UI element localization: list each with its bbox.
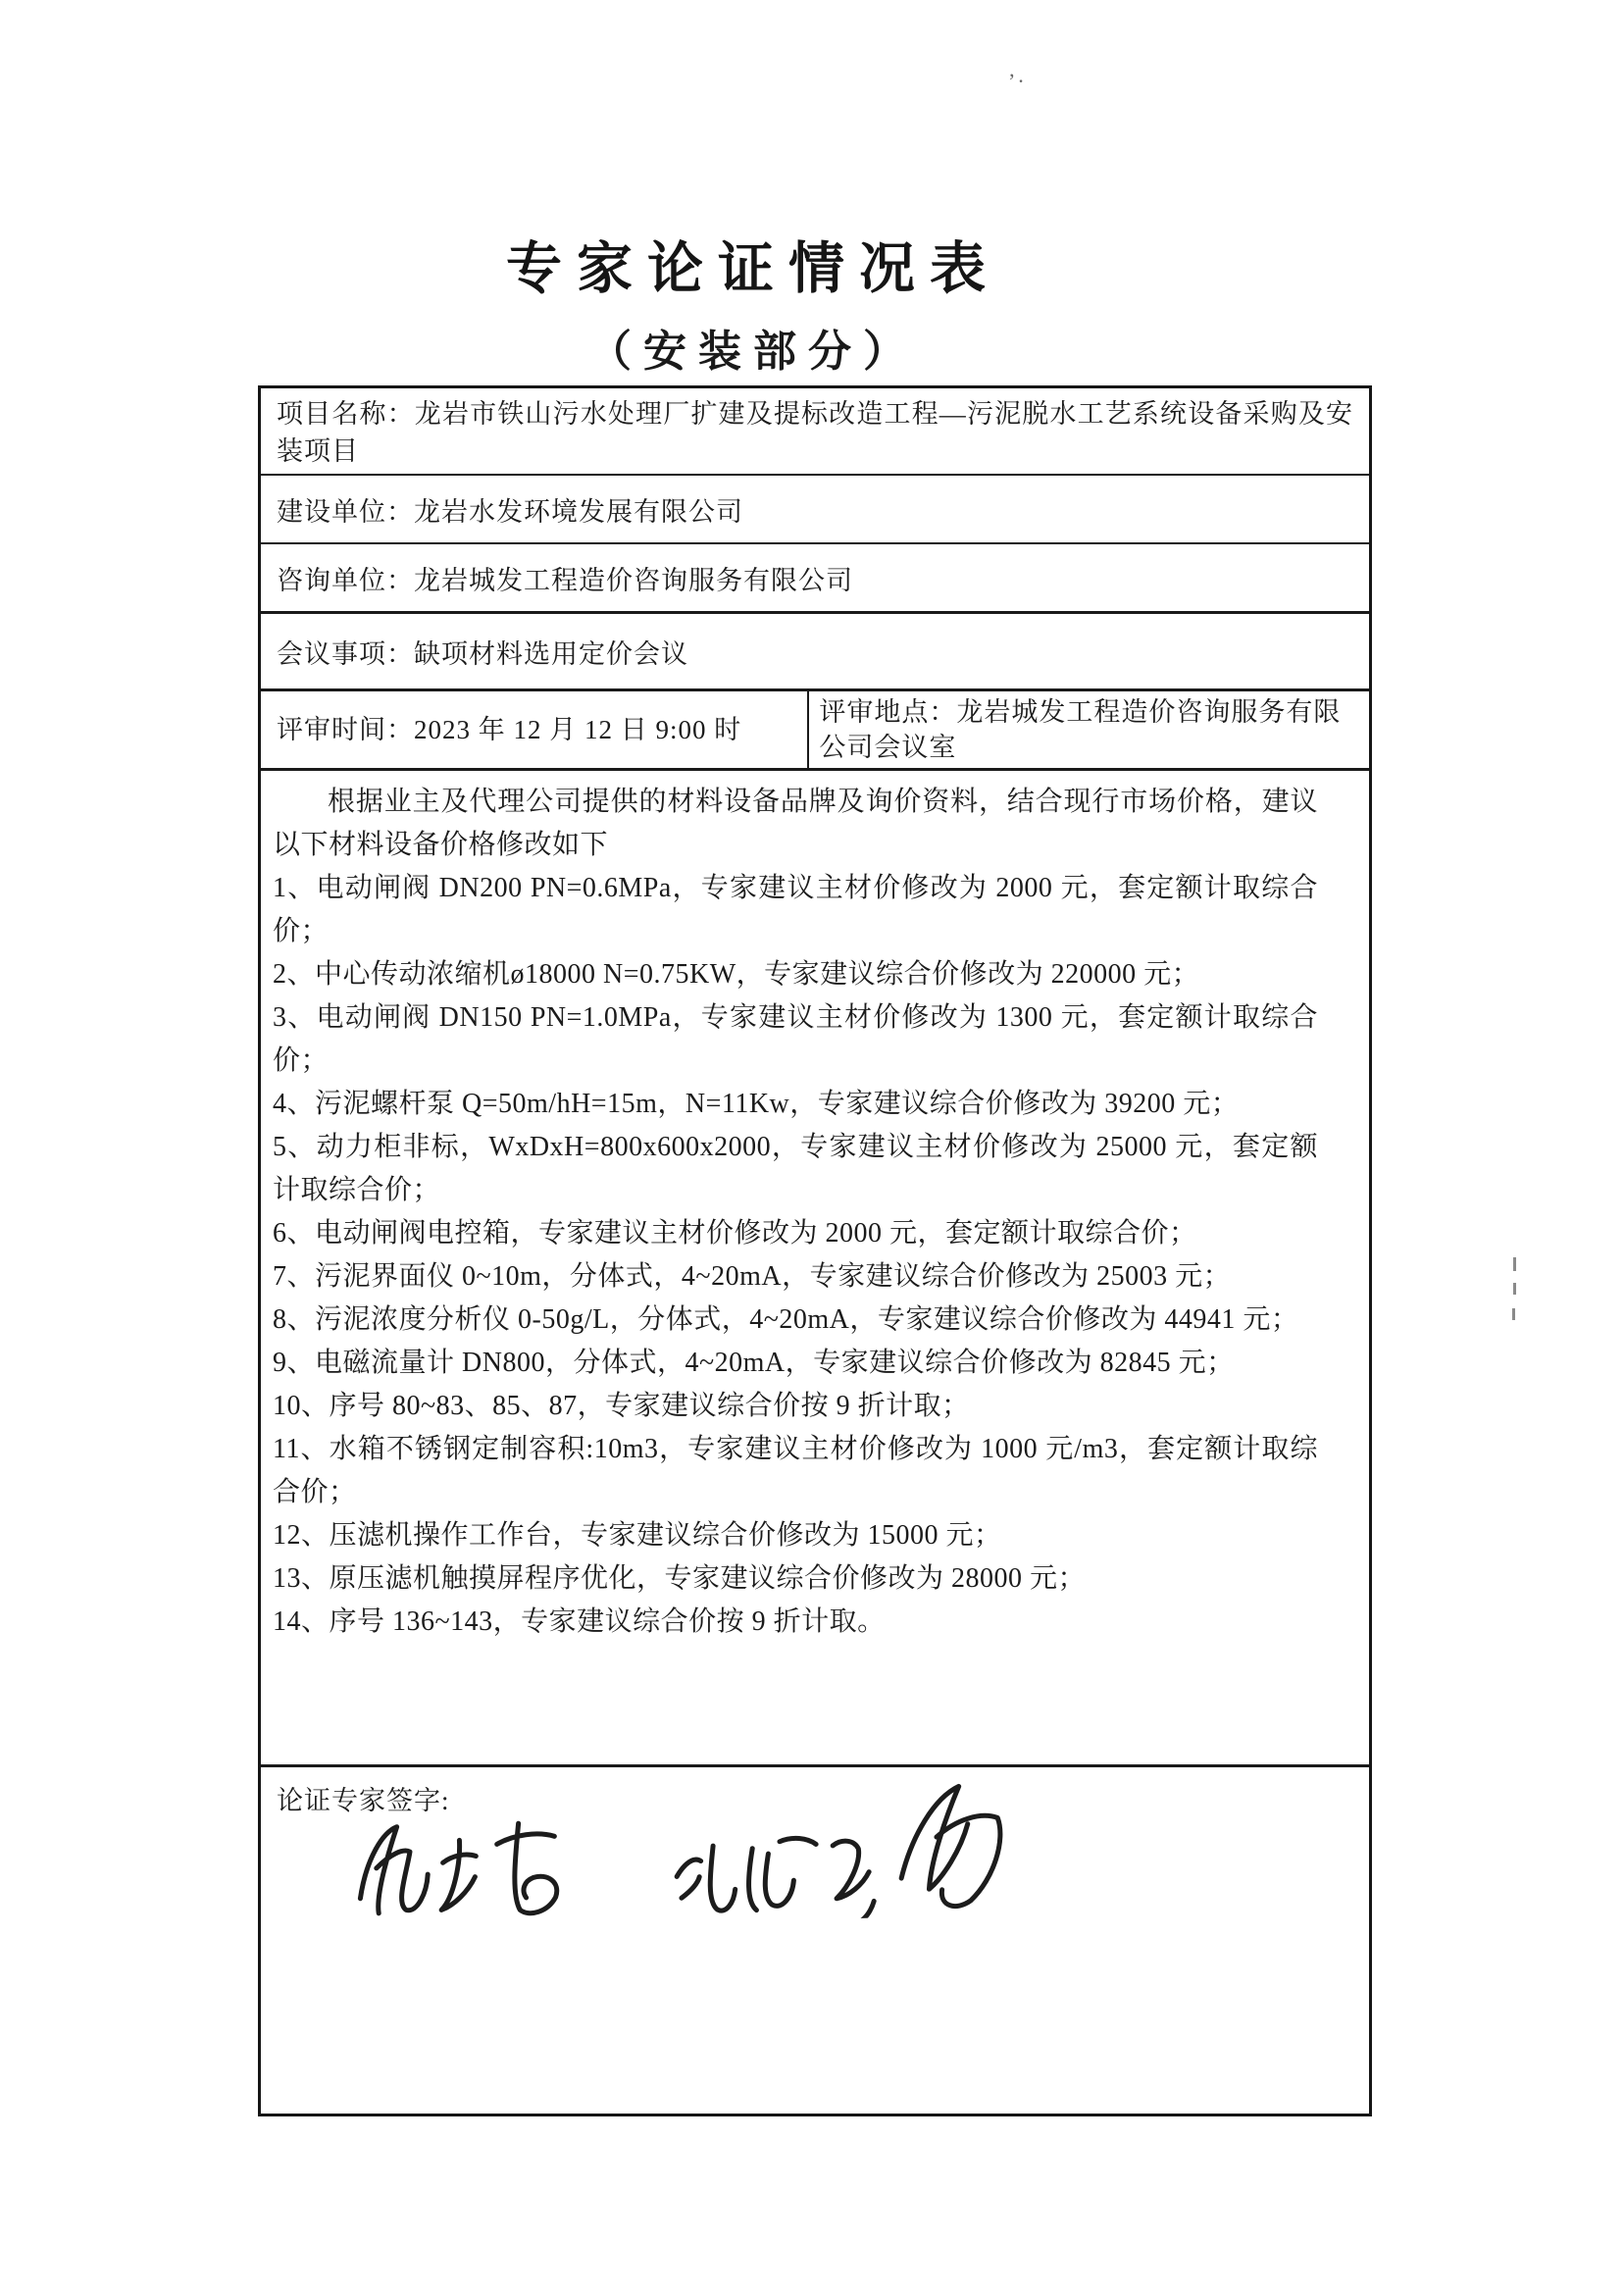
expert-opinion-cell: [261, 771, 1369, 1767]
construction-unit-label: 建设单位：: [277, 496, 414, 527]
handwritten-signature-3: [862, 1767, 1033, 1925]
page-subtitle: （安装部分）: [588, 328, 918, 376]
opinion-item-4: 4、污泥螺杆泵 Q=50m/hH=15m，N=11Kw，专家建议综合价修改为 39200 元；: [273, 1089, 1240, 1119]
signature-cell: [261, 1767, 1369, 2114]
opinion-item-9: 9、电磁流量计 DN800，分体式，4~20mA，专家建议综合价修改为 82845 元；: [273, 1348, 1235, 1378]
handwritten-signature-2: [663, 1814, 883, 1925]
row-construction-unit: [261, 476, 1369, 544]
project-name-text: [277, 395, 1353, 470]
opinion-item-12: 12、压滤机操作工作台，专家建议综合价修改为 15000 元；: [273, 1520, 1002, 1551]
scan-noise-tick: [1512, 1308, 1515, 1320]
review-location-cell: [809, 691, 1369, 768]
page-title: 专家论证情况表: [506, 238, 1000, 300]
opinion-item-6: 6、电动闸阀电控箱，专家建议主材价修改为 2000 元，套定额计取综合价；: [273, 1218, 1197, 1248]
review-time-cell: [261, 691, 809, 768]
opinion-item-7: 7、污泥界面仪 0~10m，分体式，4~20mA，专家建议综合价修改为 25003 元；: [273, 1261, 1232, 1292]
row-meeting-subject: [261, 614, 1369, 691]
meeting-subject-value: 缺项材料选用定价会议: [414, 638, 688, 669]
scan-noise-tick: [1513, 1257, 1516, 1271]
row-project-name: [261, 388, 1369, 476]
opinion-item-10: 10、序号 80~83、85、87，专家建议综合价按 9 折计取；: [273, 1391, 970, 1421]
row-consulting-unit: [261, 544, 1369, 614]
opinion-item-8: 8、污泥浓度分析仪 0-50g/L，分体式，4~20mA，专家建议综合价修改为 44941 元；: [273, 1304, 1299, 1335]
construction-unit-text: [277, 490, 743, 529]
project-name-value: 龙岩市铁山污水处理厂扩建及提标改造工程—污泥脱水工艺系统设备采购及安装项目: [277, 399, 1354, 466]
review-time-label: 评审时间：: [277, 715, 414, 744]
opinion-item-13: 13、原压滤机触摸屏程序优化，专家建议综合价修改为 28000 元；: [273, 1563, 1087, 1594]
opinion-item-2: 2、中心传动浓缩机ø18000 N=0.75KW，专家建议综合价修改为 220000 元；: [273, 959, 1200, 990]
project-name-label: 项目名称：: [277, 399, 415, 429]
handwritten-signature-1: [342, 1805, 593, 1935]
scan-noise-tick: [1513, 1283, 1516, 1295]
review-location-value: 龙岩城发工程造价咨询服务有限公司会议室: [819, 697, 1342, 762]
opinion-item-5: 5、动力柜非标，WxDxH=800x600x2000，专家建议主材价修改为 25000 元，套定额计取综合价；: [273, 1132, 1318, 1205]
opinion-item-1: 1、电动闸阀 DN200 PN=0.6MPa，专家建议主材价修改为 2000 元，套定额计取综合价；: [273, 873, 1318, 946]
opinion-item-11: 11、水箱不锈钢定制容积:10m3，专家建议主材价修改为 1000 元/m3，套定额计取综合价；: [273, 1434, 1318, 1507]
expert-review-table: [258, 385, 1372, 2116]
opinion-intro: 根据业主及代理公司提供的材料设备品牌及询价资料，结合现行市场价格，建议以下材料设备价格修改如下: [273, 787, 1318, 860]
consulting-unit-text: [277, 559, 853, 597]
consulting-unit-value: 龙岩城发工程造价咨询服务有限公司: [414, 565, 853, 595]
opinion-item-3: 3、电动闸阀 DN150 PN=1.0MPa，专家建议主材价修改为 1300 元，套定额计取综合价；: [273, 1002, 1318, 1076]
scan-noise-mark: ’·: [1008, 69, 1027, 93]
review-location-label: 评审地点：: [819, 697, 957, 727]
meeting-subject-label: 会议事项：: [277, 638, 414, 669]
signature-label: 论证专家签字:: [277, 1786, 450, 1815]
meeting-subject-text: [277, 633, 688, 671]
construction-unit-value: 龙岩水发环境发展有限公司: [414, 496, 743, 527]
review-location-text: [819, 694, 1359, 765]
opinion-item-14: 14、序号 136~143，专家建议综合价按 9 折计取。: [273, 1606, 886, 1637]
row-review-time-location: [261, 691, 1369, 771]
review-time-value: 2023 年 12 月 12 日 9:00 时: [414, 715, 742, 744]
consulting-unit-label: 咨询单位：: [277, 565, 414, 595]
review-time-text: [277, 712, 741, 747]
